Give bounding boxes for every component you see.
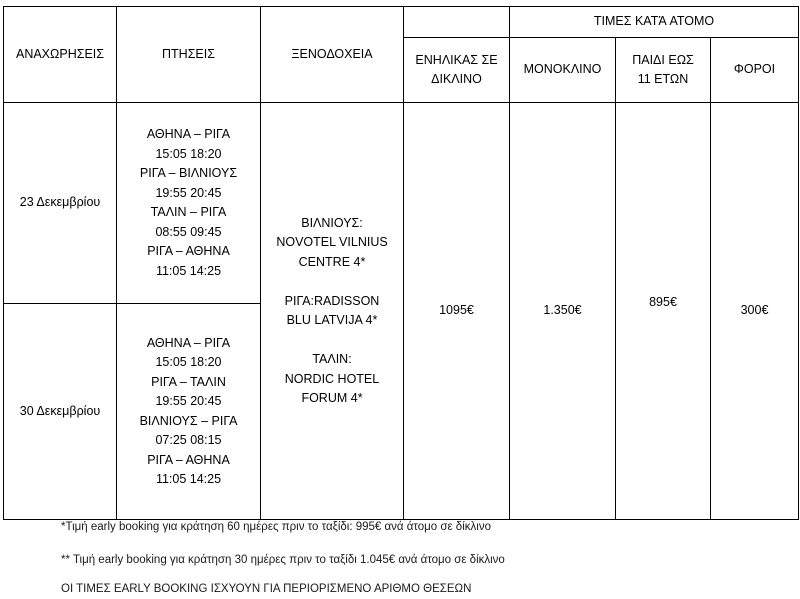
header-flights: ΠΤΗΣΕΙΣ [117,7,261,103]
header-single: ΜΟΝΟΚΛΙΝΟ [510,38,616,103]
price-single: 1.350€ [510,103,616,520]
price-child: 895€ [616,103,711,520]
header-empty-cell [404,7,510,38]
early-booking-note-30: ** Τιμή early booking για κράτηση 30 ημέρες πριν το ταξίδι 1.045€ ανά άτομο σε δίκλινο [61,554,505,566]
price-taxes: 300€ [711,103,799,520]
header-per-person: ΤΙΜΕΣ ΚΑΤΆ ΑΤΟΜΟ [510,7,799,38]
header-hotels: ΞΕΝΟΔΟΧΕΙΑ [261,7,404,103]
price-adult-double: 1095€ [404,103,510,520]
price-table [3,6,799,520]
flight-schedule: ΑΘΗΝΑ – ΡΙΓΑ 15:05 18:20 ΡΙΓΑ – ΒΙΛΝΙΟΥΣ 19:55 20:45 ΤΑΛΙΝ – ΡΙΓΑ 08:55 09:45 ΡΙΓΑ – ΑΘΗΝΑ 11:05 14:25 [117,103,261,304]
header-taxes: ΦΟΡΟΙ [711,38,799,103]
flight-schedule: ΑΘΗΝΑ – ΡΙΓΑ 15:05 18:20 ΡΙΓΑ – ΤΑΛΙΝ 19:55 20:45 ΒΙΛΝΙΟΥΣ – ΡΙΓΑ 07:25 08:15 ΡΙΓΑ – ΑΘΗΝΑ 11:05 14:25 [117,304,261,520]
header-departures: ΑΝΑΧΩΡΗΣΕΙΣ [4,7,117,103]
header-adult-double: ΕΝΗΛΙΚΑΣ ΣΕ ΔΙΚΛΙΝΟ [404,38,510,103]
departure-date: 23 Δεκεμβρίου [4,103,117,304]
departure-date: 30 Δεκεμβρίου [4,304,117,520]
header-child: ΠΑΙΔΙ ΕΩΣ 11 ΕΤΩΝ [616,38,711,103]
early-booking-limited-note: ΟΙ ΤΙΜΕΣ EARLY BOOKING ΙΣΧΥΟΥΝ ΓΙΑ ΠΕΡΙΟΡΙΣΜΕΝΟ ΑΡΙΘΜΟ ΘΕΣΕΩΝ [61,583,472,595]
early-booking-note-60: *Τιμή early booking για κράτηση 60 ημέρες πριν το ταξίδι: 995€ ανά άτομο σε δίκλινο [61,521,491,533]
hotel-list: ΒΙΛΝΙΟΥΣ: NOVOTEL VILNIUS CENTRE 4* ΡΙΓΑ:RADISSON BLU LATVIJA 4* ΤΑΛΙΝ: NORDIC HOTEL FORUM 4* [261,103,404,520]
